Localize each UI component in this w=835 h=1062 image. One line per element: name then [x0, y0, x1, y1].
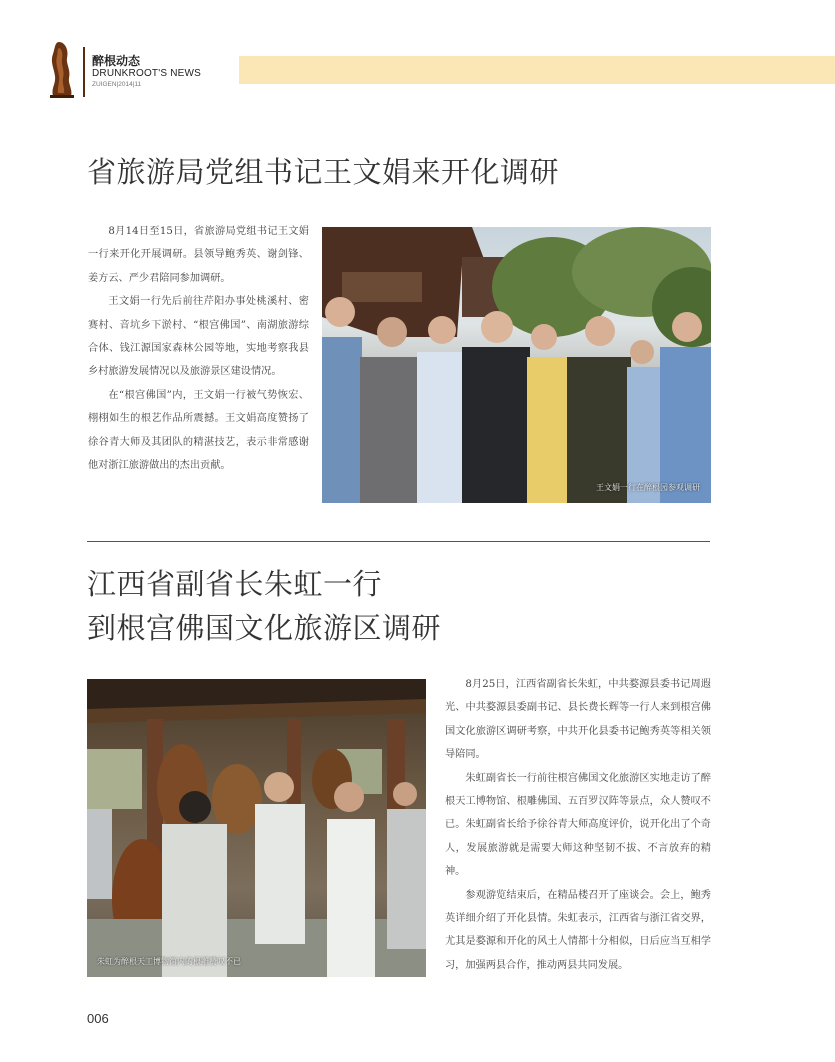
- article1-title: 省旅游局党组书记王文娟来开化调研: [87, 155, 560, 189]
- section-divider: [87, 541, 710, 542]
- article2-paragraph: 8月25日，江西省副省长朱虹，中共婺源县委书记周遐光、中共婺源县委副书记、县长费长辉等一行人来到根宫佛国文化旅游区调研考察，中共开化县委书记鲍秀英等相关领导陪同。: [445, 679, 711, 761]
- section-subtitle: DRUNKROOT'S NEWS: [92, 68, 202, 79]
- article1-photo: [322, 227, 711, 503]
- page-number: 006: [87, 1011, 109, 1026]
- root-sculpture-logo-icon: [47, 40, 77, 100]
- section-title: 醉根动态: [92, 54, 141, 68]
- article2-photo-caption: 朱虹为醉根天工博物馆内的根雕赞叹不已: [97, 957, 241, 966]
- article2-paragraph: 朱虹副省长一行前往根宫佛国文化旅游区实地走访了醉根天工博物馆、根雕佛国、五百罗汉阵等景点，众人赞叹不已。朱虹副省长给予徐谷青大师高度评价，说开化出了个奇人，发展旅游就是需要大师这种坚韧不拔、不言放弃的精神。: [445, 772, 711, 878]
- article1-paragraph: 8月14日至15日，省旅游局党组书记王文娟一行来开化开展调研。县领导鲍秀英、谢剑锋、姜方云、严少君陪同参加调研。: [88, 226, 309, 284]
- museum-photo-illustration: [87, 679, 426, 977]
- article2-body: [445, 673, 711, 977]
- article2-photo: [87, 679, 426, 977]
- article1-paragraph: 王文娟一行先后前往芹阳办事处桃溪村、密赛村、音坑乡下淤村、“根宫佛国”、南湖旅游综合体、钱江源国家森林公园等地，实地考察我县乡村旅游发展情况以及旅游景区建设情况。: [88, 296, 309, 378]
- header-band: [239, 56, 835, 84]
- header-divider: [83, 47, 85, 97]
- article1-body: [88, 220, 309, 477]
- article2-title: [87, 562, 441, 650]
- article2-title-line: 江西省副省长朱虹一行: [87, 567, 383, 601]
- article2-title-line: 到根宫佛国文化旅游区调研: [87, 611, 442, 645]
- issue-label: ZUIGEN|2014|11: [92, 81, 142, 88]
- article1-paragraph: 在“根宫佛国”内，王文娟一行被气势恢宏、栩栩如生的根艺作品所震撼。王文娟高度赞扬了徐谷青大师及其团队的精湛技艺，表示非常感谢他对浙江旅游做出的杰出贡献。: [88, 389, 309, 472]
- article2-paragraph: 参观游览结束后，在精品楼召开了座谈会。会上，鲍秀英详细介绍了开化县情。朱虹表示，江西省与浙江省交界，尤其是婺源和开化的风土人情都十分相似，日后应当互相学习，加强两县合作，推动两县共同发展。: [445, 889, 711, 971]
- group-photo-illustration: [322, 227, 711, 503]
- article1-photo-caption: 王文娟一行在醉根园参观调研: [596, 483, 700, 492]
